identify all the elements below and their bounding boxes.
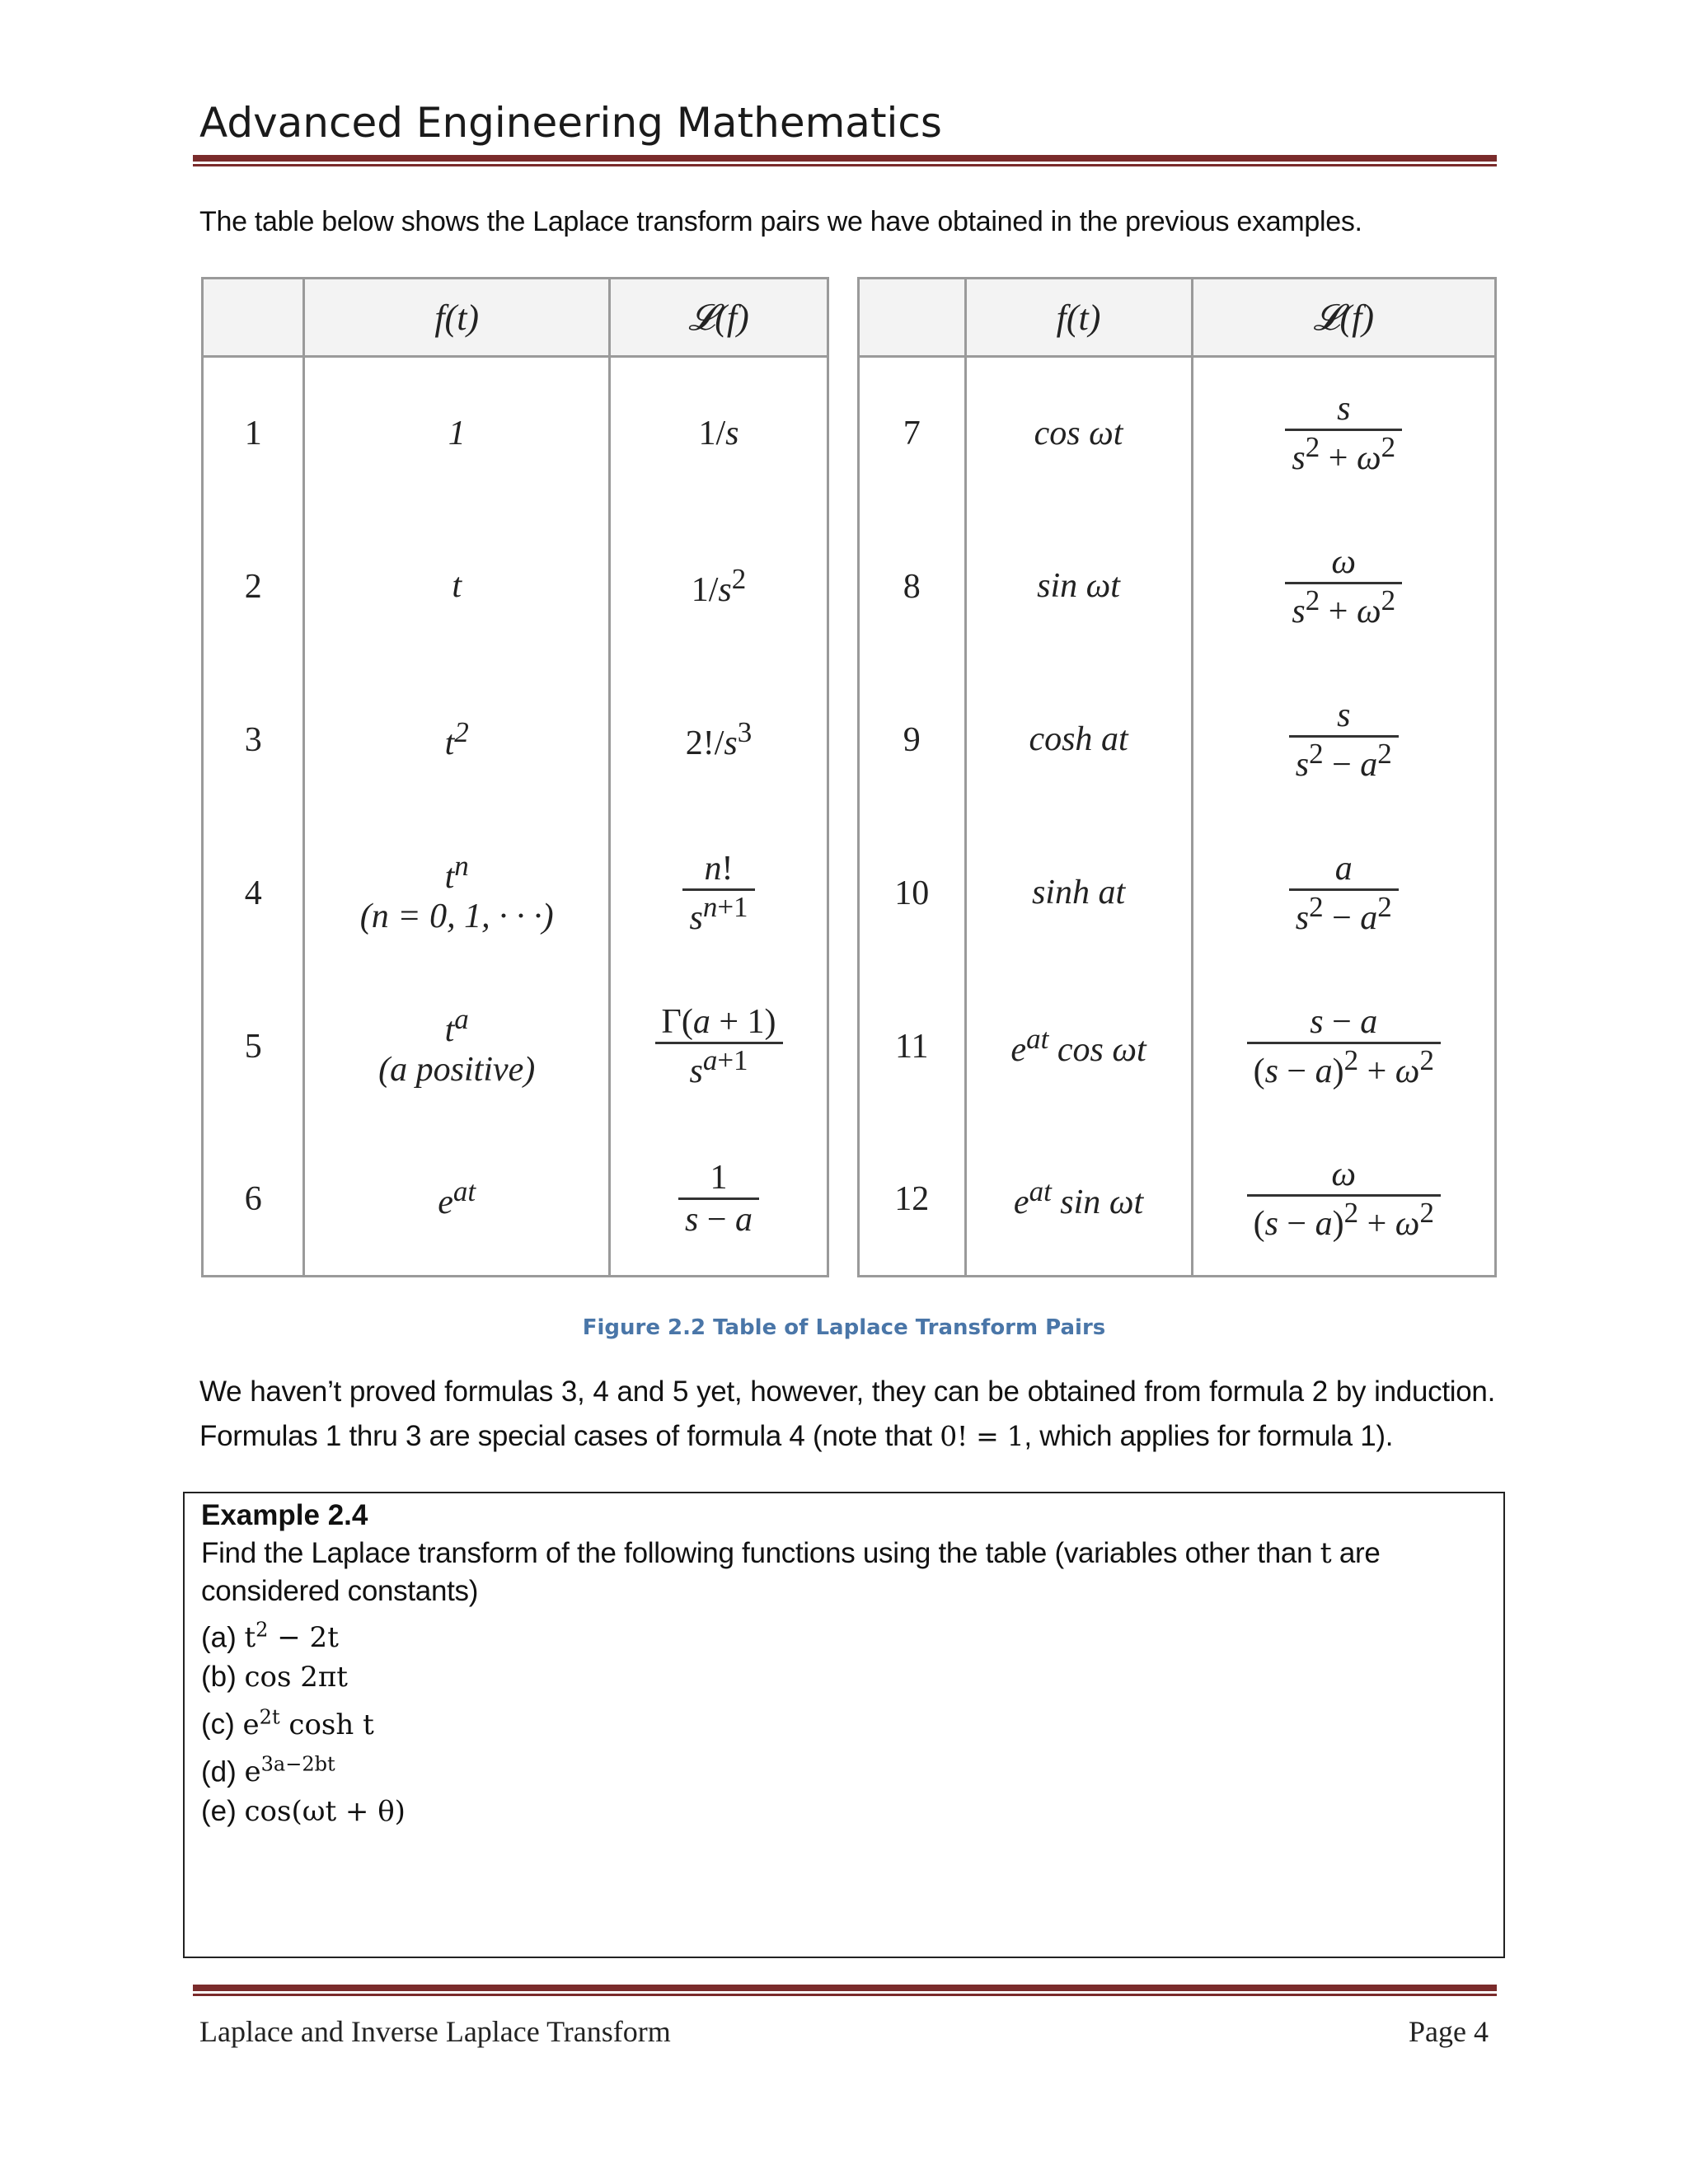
header-L: 𝓛(f) — [610, 279, 828, 357]
row-number: 7 — [859, 357, 966, 510]
row-number: 4 — [203, 817, 304, 970]
laplace-table-right — [857, 277, 1497, 1277]
function-cell: $t^2$ — [304, 663, 610, 817]
intro-text: The table below shows the Laplace transform pairs we have obtained in the previous examples. — [199, 206, 1362, 237]
row-number: 12 — [859, 1123, 966, 1277]
footer-right: Page 4 — [1409, 2015, 1489, 2048]
example-item-label: (d) — [201, 1755, 245, 1788]
row-number: 5 — [203, 970, 304, 1123]
header-empty — [859, 279, 966, 357]
fraction: $\frac{s - a}{(s - a)^2 + \omega^2}$ — [1247, 1002, 1441, 1091]
table-row — [203, 510, 828, 663]
fraction: $\frac{\omega}{s^2 + \omega^2}$ — [1285, 542, 1402, 631]
example-item-label: (e) — [201, 1794, 245, 1827]
table-row — [203, 817, 828, 970]
fraction: $\frac{s}{s^2 + \omega^2}$ — [1285, 389, 1402, 478]
example-item-label: (a) — [201, 1621, 245, 1654]
laplace-table-left — [201, 277, 829, 1277]
header-L: 𝓛(f) — [1192, 279, 1495, 357]
table-row — [859, 817, 1496, 970]
example-item-label: (c) — [201, 1708, 243, 1741]
transform-cell — [610, 1123, 828, 1277]
example-text-a: Find the Laplace transform of the following functions using the table (variables other than — [201, 1537, 1320, 1569]
example-box — [183, 1492, 1505, 1958]
footer-left: Laplace and Inverse Laplace Transform — [199, 2015, 671, 2048]
example-item — [201, 1610, 1487, 1657]
para-math: 0! = 1 — [940, 1420, 1025, 1452]
fraction: $\frac{\Gamma(a + 1)}{s^{a+1}}$ — [655, 1002, 783, 1091]
row-number: 3 — [203, 663, 304, 817]
example-item-math: cos(ωt + θ) — [244, 1794, 406, 1828]
table-row — [859, 510, 1496, 663]
transform-cell: 1/s — [610, 357, 828, 510]
function-cell: $e^{at}$ cos ωt — [965, 970, 1192, 1123]
transform-cell — [1192, 663, 1495, 817]
example-item-math: cos 2πt — [244, 1661, 348, 1694]
function-cell: sin ωt — [965, 510, 1192, 663]
function-cell: cosh at — [965, 663, 1192, 817]
row-number: 1 — [203, 357, 304, 510]
fraction: $\frac{\omega}{(s - a)^2 + \omega^2}$ — [1247, 1155, 1441, 1244]
transform-cell — [610, 970, 828, 1123]
row-number: 2 — [203, 510, 304, 663]
row-number: 8 — [859, 510, 966, 663]
transform-cell: $2!/s^3$ — [610, 663, 828, 817]
transform-cell — [1192, 357, 1495, 510]
header-f: f(t) — [304, 279, 610, 357]
function-cell: $t^n$ (n = 0, 1, · · ·) — [304, 817, 610, 970]
row-number: 11 — [859, 970, 966, 1123]
row-number: 6 — [203, 1123, 304, 1277]
example-title: Example 2.4 — [201, 1499, 368, 1531]
figure-caption: Figure 2.2 Table of Laplace Transform Pairs — [582, 1315, 1106, 1340]
transform-cell: $1/s^2$ — [610, 510, 828, 663]
table-row — [859, 357, 1496, 510]
fraction: $\frac{n!}{s^{n+1}}$ — [682, 849, 754, 938]
transform-cell — [610, 817, 828, 970]
row-number: 9 — [859, 663, 966, 817]
example-item — [201, 1745, 1487, 1792]
transform-cell — [1192, 817, 1495, 970]
body-paragraph — [199, 1370, 1495, 1459]
para-part1: We haven’t proved formulas 3, 4 and 5 yet, however, they can be obtained from formula 2 by induction. Formulas 1 thru 3 are special cases of formula 4 (note that — [199, 1376, 1495, 1452]
fraction: $\frac{1}{s - a}$ — [678, 1158, 759, 1240]
footer-rule — [193, 1985, 1497, 1996]
row-number: 10 — [859, 817, 966, 970]
example-text-b: are considered constants) — [201, 1537, 1381, 1607]
para-part2: , which applies for formula 1). — [1024, 1420, 1394, 1452]
example-item — [201, 1792, 1487, 1831]
function-cell: 1 — [304, 357, 610, 510]
example-item-math: $e^{2t}$ cosh t — [242, 1705, 374, 1741]
example-text — [201, 1535, 1487, 1610]
header-empty — [203, 279, 304, 357]
table-row — [203, 970, 828, 1123]
example-item — [201, 1697, 1487, 1744]
function-cell: $e^{at}$ — [304, 1123, 610, 1277]
example-item — [201, 1657, 1487, 1697]
function-cell: $e^{at}$ sin ωt — [965, 1123, 1192, 1277]
table-row — [203, 1123, 828, 1277]
table-row — [859, 1123, 1496, 1277]
transform-cell — [1192, 1123, 1495, 1277]
header-f: f(t) — [965, 279, 1192, 357]
table-row — [203, 357, 828, 510]
fraction: $\frac{a}{s^2 - a^2}$ — [1289, 849, 1399, 938]
function-cell: t — [304, 510, 610, 663]
example-item-label: (b) — [201, 1661, 245, 1694]
function-cell: $t^a$ (a positive) — [304, 970, 610, 1123]
function-cell: sinh at — [965, 817, 1192, 970]
function-cell: cos ωt — [965, 357, 1192, 510]
transform-cell — [1192, 510, 1495, 663]
header-title: Advanced Engineering Mathematics — [199, 99, 942, 147]
transform-cell — [1192, 970, 1495, 1123]
example-items — [201, 1610, 1487, 1831]
table-row — [859, 970, 1496, 1123]
table-row — [859, 663, 1496, 817]
example-item-math: $t^2 - 2t$ — [244, 1619, 339, 1655]
example-item-math: $e^{3a-2bt}$ — [244, 1752, 335, 1788]
table-row — [203, 663, 828, 817]
header-rule — [193, 155, 1497, 166]
example-text-var: t — [1320, 1537, 1332, 1570]
fraction: $\frac{s}{s^2 - a^2}$ — [1289, 696, 1399, 785]
